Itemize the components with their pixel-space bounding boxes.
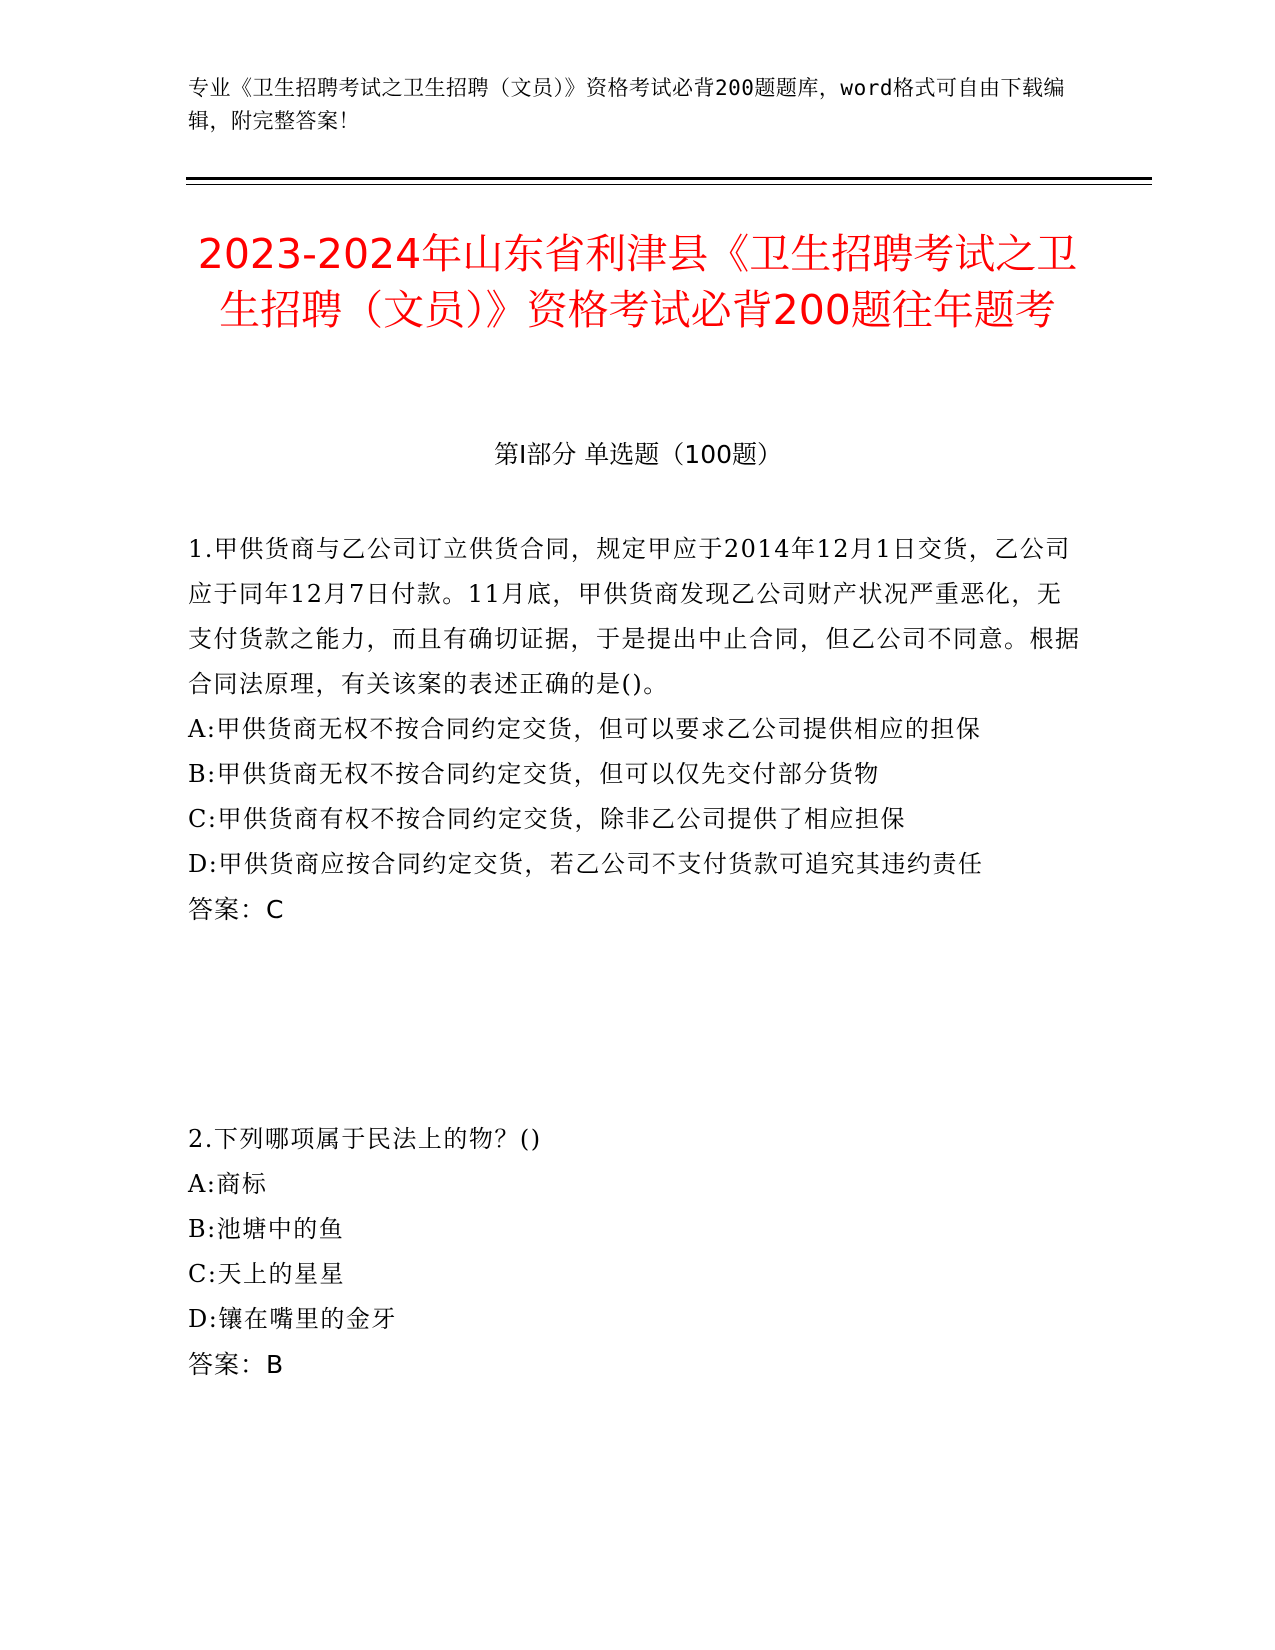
answer-line: 答案：C bbox=[188, 895, 285, 924]
document-title: 2023-2024年山东省利津县《卫生招聘考试之卫生招聘（文员）》资格考试必背200题往年题考 bbox=[197, 230, 1078, 334]
header-rule-thin bbox=[186, 184, 1152, 185]
option-b: B:甲供货商无权不按合同约定交货，但可以仅先交付部分货物 bbox=[188, 760, 880, 788]
option-c: C:天上的星星 bbox=[188, 1260, 345, 1288]
question-item bbox=[188, 527, 1083, 932]
answer-line: 答案：B bbox=[188, 1350, 285, 1379]
question-stem: 1.甲供货商与乙公司订立供货合同，规定甲应于2014年12月1日交货，乙公司应于同年12月7日付款。11月底，甲供货商发现乙公司财产状况严重恶化，无支付货款之能力，而且有确切证据，于是提出中止合同，但乙公司不同意。根据合同法原理，有关该案的表述正确的是()。 bbox=[188, 535, 1081, 698]
option-d: D:甲供货商应按合同约定交货，若乙公司不支付货款可追究其违约责任 bbox=[188, 850, 984, 878]
section-title: 第I部分 单选题（100题） bbox=[493, 440, 783, 469]
question-stem: 2.下列哪项属于民法上的物？() bbox=[188, 1125, 542, 1153]
question-item bbox=[188, 1117, 1083, 1387]
option-a: A:甲供货商无权不按合同约定交货，但可以要求乙公司提供相应的担保 bbox=[188, 715, 982, 743]
header-note: 专业《卫生招聘考试之卫生招聘（文员）》资格考试必背200题题库，word格式可自由下载编辑，附完整答案！ bbox=[188, 76, 1065, 133]
header-rule-thick bbox=[186, 177, 1152, 180]
option-c: C:甲供货商有权不按合同约定交货，除非乙公司提供了相应担保 bbox=[188, 805, 906, 833]
option-d: D:镶在嘴里的金牙 bbox=[188, 1305, 397, 1333]
option-b: B:池塘中的鱼 bbox=[188, 1215, 345, 1243]
option-a: A:商标 bbox=[188, 1170, 268, 1198]
